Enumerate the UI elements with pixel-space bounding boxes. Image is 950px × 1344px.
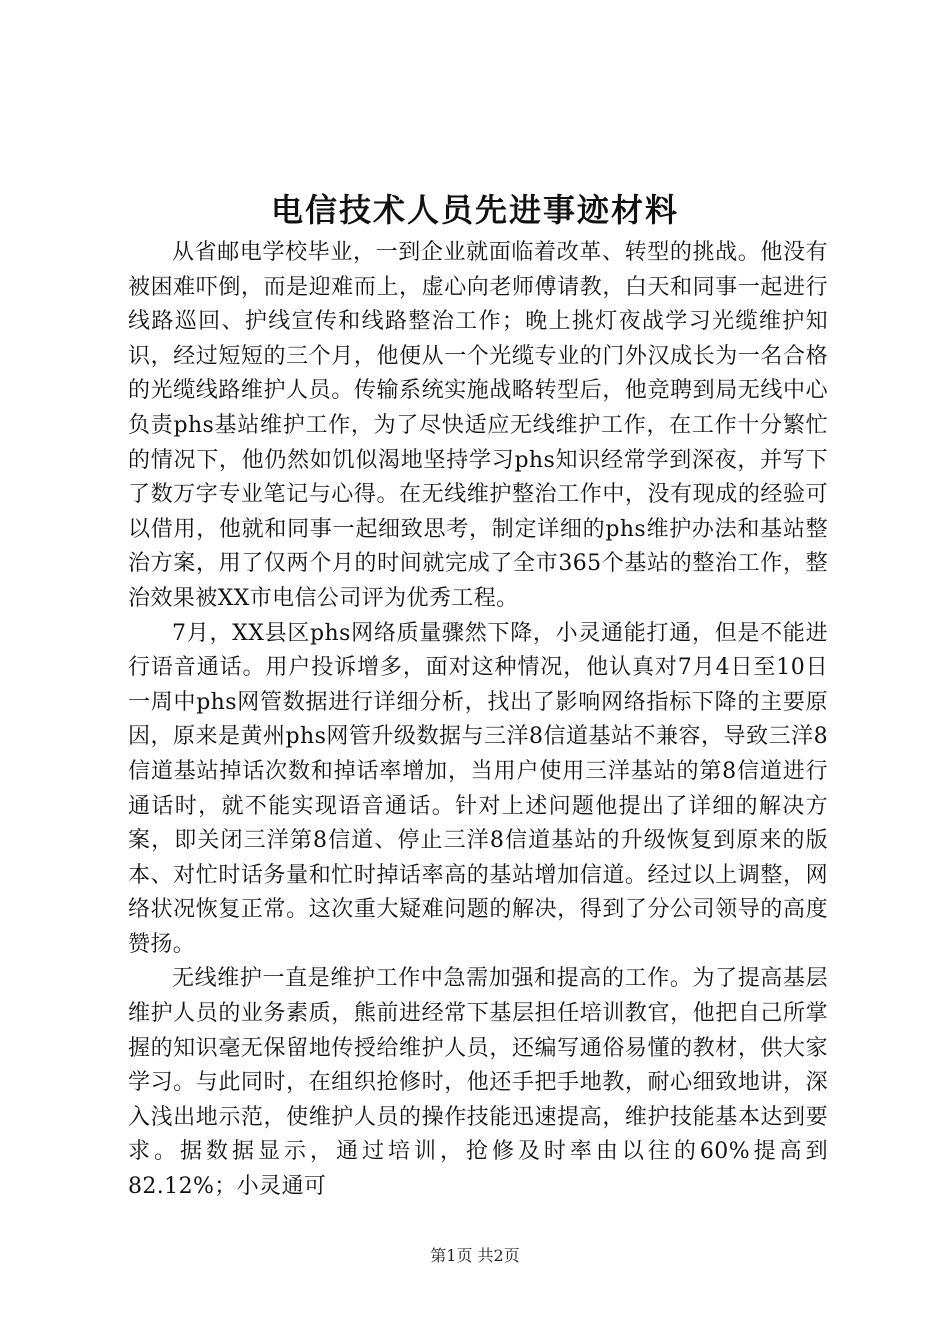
- paragraph-2: 7月，XX县区phs网络质量骤然下降，小灵通能打通，但是不能进行语音通话。用户投诉增多，面对这种情况，他认真对7月4日至10日一周中phs网管数据进行详细分析，找出了影响网络指标下降的主要原因，原来是黄州phs网管升级数据与三洋8信道基站不兼容，导致三洋8信道基站掉话次数和掉话率增加，当用户使用三洋基站的第8信道进行通话时，就不能实现语音通话。针对上述问题他提出了详细的解决方案，即关闭三洋第8信道、停止三洋8信道基站的升级恢复到原来的版本、对忙时话务量和忙时掉话率高的基站增加信道。经过以上调整，网络状况恢复正常。这次重大疑难问题的解决，得到了分公司领导的高度赞扬。: [128, 620, 828, 957]
- document-body: [128, 236, 828, 1205]
- page-footer: 第1页 共2页: [430, 1246, 520, 1265]
- paragraph-3: 无线维护一直是维护工作中急需加强和提高的工作。为了提高基层维护人员的业务素质，熊前进经常下基层担任培训教官，他把自己所掌握的知识毫无保留地传授给维护人员，还编写通俗易懂的教材，供大家学习。与此同时，在组织抢修时，他还手把手地教，耐心细致地讲，深入浅出地示范，使维护人员的操作技能迅速提高，维护技能基本达到要求。据数据显示，通过培训，抢修及时率由以往的60%提高到82.12%；小灵通可: [128, 966, 828, 1200]
- paragraph-1: 从省邮电学校毕业，一到企业就面临着改革、转型的挑战。他没有被困难吓倒，而是迎难而上，虚心向老师傅请教，白天和同事一起进行线路巡回、护线宣传和线路整治工作；晚上挑灯夜战学习光缆维护知识，经过短短的三个月，他便从一个光缆专业的门外汉成长为一名合格的光缆线路维护人员。传输系统实施战略转型后，他竞聘到局无线中心负责phs基站维护工作，为了尽快适应无线维护工作，在工作十分繁忙的情况下，他仍然如饥似渴地坚持学习phs知识经常学到深夜，并写下了数万字专业笔记与心得。在无线维护整治工作中，没有现成的经验可以借用，他就和同事一起细致思考，制定详细的phs维护办法和基站整治方案，用了仅两个月的时间就完成了全市365个基站的整治工作，整治效果被XX市电信公司评为优秀工程。: [128, 240, 828, 611]
- document-title: 电信技术人员先进事迹材料: [270, 191, 679, 229]
